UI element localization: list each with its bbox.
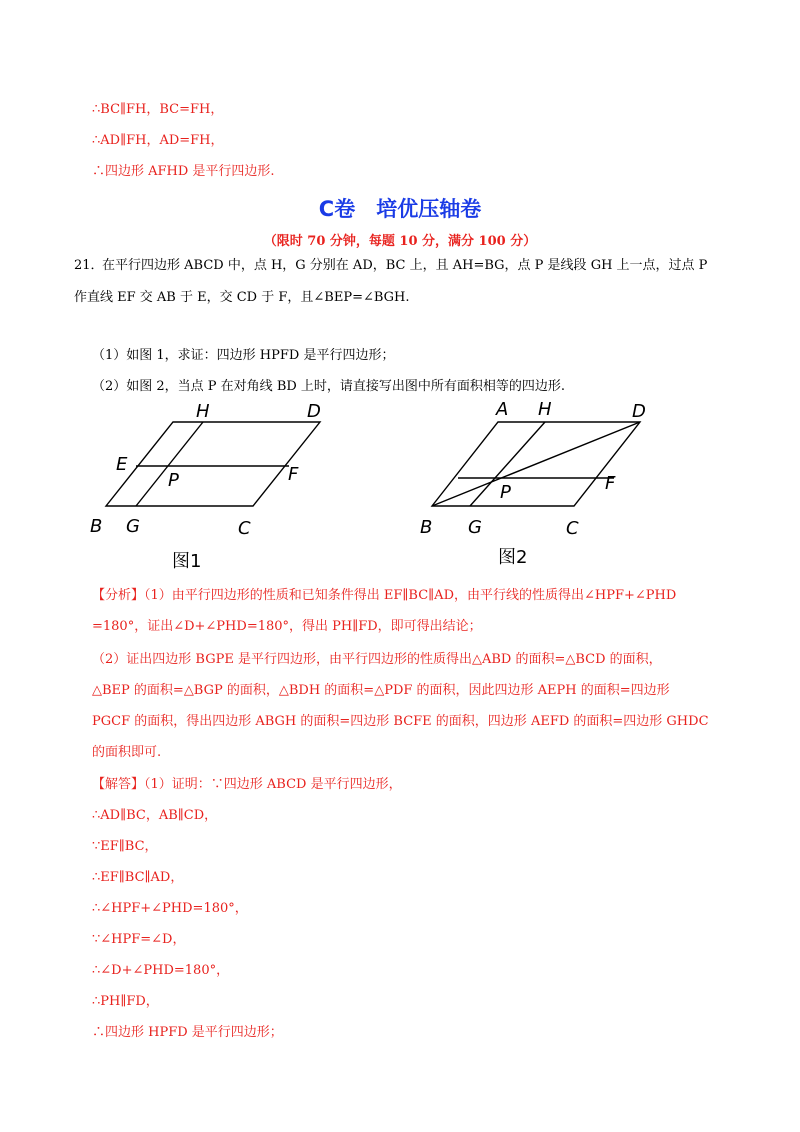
- answer-line-6: ∴∠D+∠PHD=180°，: [92, 963, 230, 978]
- answer-line-2: ∵EF∥BC，: [92, 839, 158, 854]
- fig1-segment-gh: [136, 422, 203, 506]
- analysis-line-2: =180°，证出∠D+∠PHD=180°，得出 PH∥FD，即可得出结论；: [92, 619, 482, 634]
- section-title: C卷 培优压轴卷: [318, 197, 482, 221]
- answer-first-line: [92, 773, 402, 792]
- answer-tag: 【解答】: [92, 777, 145, 792]
- fig1-label-h: H: [196, 401, 210, 422]
- fig1-label-c: C: [238, 518, 251, 539]
- analysis-line-3: （2）证出四边形 BGPE 是平行四边形，由平行四边形的性质得出△ABD 的面积=△BCD 的面积，: [92, 652, 662, 667]
- analysis-tag-text: 【分析】: [92, 588, 145, 603]
- fig1-label-d: D: [307, 401, 321, 422]
- analysis-tag: [92, 584, 676, 603]
- section-subtitle: （限时 70 分钟，每题 10 分，满分 100 分）: [263, 234, 537, 249]
- problem-line-2: 作直线 EF 交 AB 于 E，交 CD 于 F，且∠BEP=∠BGH.: [74, 290, 410, 305]
- analysis-line-4: △BEP 的面积=△BGP 的面积，△BDH 的面积=△PDF 的面积，因此四边形 AEPH 的面积=四边形: [92, 683, 670, 698]
- answer-line-5: ∵∠HPF=∠D，: [92, 932, 186, 947]
- fig1-caption: 图1: [172, 551, 202, 572]
- figure-2: [410, 395, 670, 575]
- fig2-label-d: D: [632, 401, 646, 422]
- answer-line-3: ∴EF∥BC∥AD，: [92, 870, 184, 885]
- fig2-label-p: P: [500, 482, 511, 503]
- question-2: （2）如图 2，当点 P 在对角线 BD 上时，请直接写出图中所有面积相等的四边形.: [92, 379, 566, 394]
- answer-line-8: ∴四边形 HPFD 是平行四边形；: [92, 1025, 283, 1040]
- fig1-label-g: G: [126, 516, 140, 537]
- proof-line-3: ∴四边形 AFHD 是平行四边形.: [92, 164, 275, 179]
- fig2-label-g: G: [468, 517, 482, 538]
- proof-line-2: ∴AD∥FH，AD=FH，: [92, 133, 224, 148]
- analysis-line-6: 的面积即可.: [92, 745, 162, 760]
- analysis-line-5: PGCF 的面积，得出四边形 ABGH 的面积=四边形 BCFE 的面积，四边形 AEFD 的面积=四边形 GHDC: [92, 714, 709, 729]
- fig1-label-e: E: [116, 454, 128, 475]
- question-1: （1）如图 1，求证：四边形 HPFD 是平行四边形；: [92, 348, 395, 363]
- fig2-caption: 图2: [498, 547, 528, 568]
- figure-1: [80, 395, 350, 575]
- fig2-label-c: C: [566, 518, 579, 539]
- problem-number: 21．: [74, 258, 104, 273]
- answer-first-text: （1）证明：∵四边形 ABCD 是平行四边形，: [144, 777, 402, 792]
- proof-line-1: ∴BC∥FH，BC=FH，: [92, 102, 224, 117]
- fig1-label-f: F: [288, 464, 299, 485]
- answer-line-1: ∴AD∥BC，AB∥CD，: [92, 808, 218, 823]
- fig2-label-f: F: [605, 473, 616, 494]
- answer-line-4: ∴∠HPF+∠PHD=180°，: [92, 901, 248, 916]
- fig1-label-p: P: [168, 470, 179, 491]
- fig2-label-b: B: [420, 517, 433, 538]
- fig1-label-b: B: [90, 516, 103, 537]
- fig2-label-a: A: [496, 399, 509, 420]
- fig2-label-h: H: [538, 399, 552, 420]
- answer-line-7: ∴PH∥FD，: [92, 994, 159, 1009]
- problem-line-1: 在平行四边形 ABCD 中，点 H，G 分别在 AD，BC 上，且 AH=BG，点 P 是线段 GH 上一点，过点 P: [102, 258, 708, 273]
- analysis-line-1: （1）由平行四边形的性质和已知条件得出 EF∥BC∥AD，由平行线的性质得出∠HPF+∠PHD: [144, 588, 677, 603]
